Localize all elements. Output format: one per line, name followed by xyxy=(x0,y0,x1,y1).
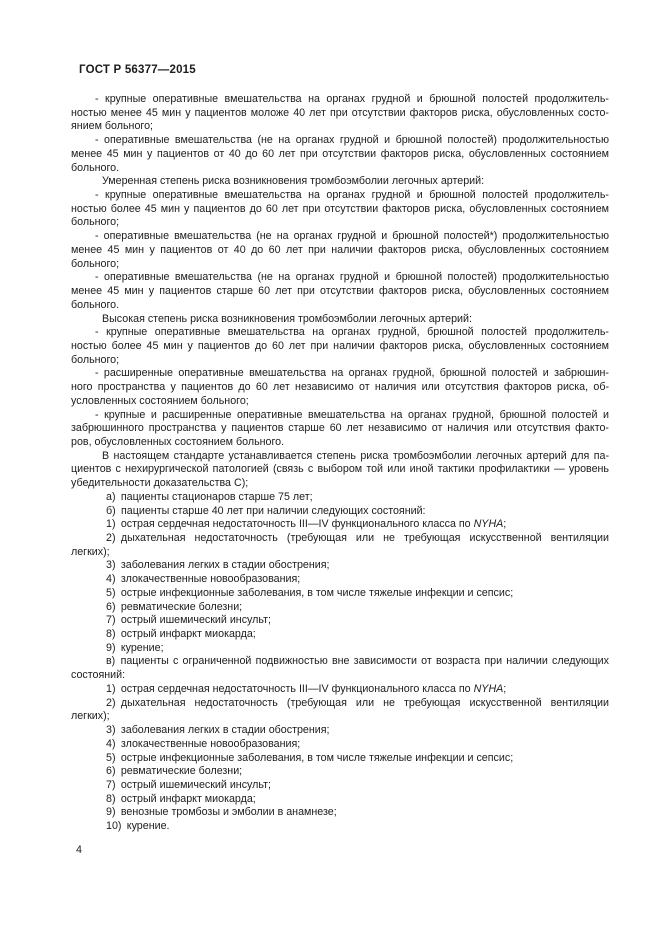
text-line: 5) острые инфекционные заболевания, в том числе тяжелые инфекции и сепсис; xyxy=(106,586,514,599)
text-line: менее 45 мин у пациентов от 40 до 60 лет при наличии факторов риска, обусловленных состоянием xyxy=(71,243,609,256)
text-line: ров, обусловленных состоянием больного. xyxy=(71,435,285,448)
text-line: - крупные оперативные вмешательства на органах грудной и брюшной полостей продолжитель- xyxy=(95,189,609,202)
text-line: 1) острая сердечная недостаточность III—IV функционального класса по NYHA; xyxy=(106,682,507,695)
text-line: 3) заболевания легких в стадии обострения; xyxy=(106,559,330,572)
document-body xyxy=(71,93,609,834)
text-line: 4) злокачественные новообразования; xyxy=(106,737,301,750)
text-line: 8) острый инфаркт миокарда; xyxy=(106,792,256,805)
text-line: ного пространства у пациентов до 60 лет независимо от наличия или отсутствия факторов риска, об- xyxy=(71,381,609,394)
text-line: 3) заболевания легких в стадии обострения; xyxy=(106,724,330,737)
text-line: убедительности доказательства С); xyxy=(71,477,249,490)
text-line: - оперативные вмешательства (не на органах грудной и брюшной полостей) продолжительностью xyxy=(95,271,609,284)
text-line: янием больного; xyxy=(71,120,153,133)
text-line: - крупные оперативные вмешательства на органах грудной и брюшной полостей продолжитель- xyxy=(95,93,609,105)
text-line: 6) ревматические болезни; xyxy=(106,765,243,778)
text-line: больного; xyxy=(71,257,120,270)
text-line: Высокая степень риска возникновения тромбоэмболии легочных артерий: xyxy=(102,312,472,325)
text-line: Умеренная степень риска возникновения тромбоэмболии легочных артерий: xyxy=(102,175,485,188)
text-line: состояний: xyxy=(71,669,126,682)
text-line: - крупные оперативные вмешательства на органах грудной, брюшной полостей продолжитель- xyxy=(95,326,609,339)
text-line: больного. xyxy=(71,298,120,311)
text-line: - оперативные вмешательства (не на органах грудной и брюшной полостей*) продолжительностью xyxy=(95,230,609,243)
text-line: ностью более 45 мин у пациентов до 60 лет при наличии факторов риска, обусловленных состоянием xyxy=(71,339,609,352)
text-line: легких); xyxy=(71,545,110,558)
text-line: 8) острый инфаркт миокарда; xyxy=(106,628,256,641)
text-line: 6) ревматические болезни; xyxy=(106,600,243,613)
text-line: 2) дыхательная недостаточность (требующая или не требующая искусственной вентиляции xyxy=(106,696,609,709)
document-header: ГОСТ Р 56377—2015 xyxy=(79,64,196,76)
text-line: забрюшинного пространства у пациентов старше 60 лет независимо от наличия или отсутствия факто- xyxy=(71,422,609,435)
text-line: больного. xyxy=(71,161,120,174)
text-line: б) пациенты старше 40 лет при наличии следующих состояний: xyxy=(106,504,426,517)
text-line: 7) острый ишемический инсульт; xyxy=(106,614,271,627)
text-line: 5) острые инфекционные заболевания, в том числе тяжелые инфекции и сепсис; xyxy=(106,751,514,764)
text-line: в) пациенты с ограниченной подвижностью вне зависимости от возраста при наличии следующих xyxy=(106,655,609,668)
text-line: 9) курение; xyxy=(106,641,164,654)
text-line: 1) острая сердечная недостаточность III—IV функционального класса по NYHA; xyxy=(106,518,507,531)
text-line: - расширенные оперативные вмешательства на органах грудной, брюшной полостей и забрюшин- xyxy=(95,367,609,380)
text-line: 7) острый ишемический инсульт; xyxy=(106,778,271,791)
text-line: 9) венозные тромбозы и эмболии в анамнезе; xyxy=(106,806,337,819)
text-line: В настоящем стандарте устанавливается степень риска тромбоэмболии легочных артерий для па- xyxy=(102,449,609,462)
page-number: 4 xyxy=(76,844,82,856)
text-line: а) пациенты стационаров старше 75 лет; xyxy=(106,490,313,503)
text-line: условленных состоянием больного; xyxy=(71,394,249,407)
text-line: ностью менее 45 мин у пациентов моложе 40 лет при отсутствии факторов риска, обусловленных состо- xyxy=(71,106,609,119)
text-line: легких); xyxy=(71,710,110,723)
text-line: 10) курение. xyxy=(106,820,170,833)
text-line: менее 45 мин у пациентов старше 60 лет при отсутствии факторов риска, обусловленных состоянием xyxy=(71,285,609,298)
text-line: циентов с нехирургической патологией (связь с выбором той или иной тактики профилактики — уровень xyxy=(71,463,609,476)
text-line: - оперативные вмешательства (не на органах грудной и брюшной полостей) продолжительностью xyxy=(95,134,609,147)
text-line: 2) дыхательная недостаточность (требующая или не требующая искусственной вентиляции xyxy=(106,532,609,544)
text-line: ностью более 45 мин у пациентов до 60 лет при отсутствии факторов риска, обусловленных состоянием xyxy=(71,202,609,215)
text-line: менее 45 мин у пациентов от 40 до 60 лет при отсутствии факторов риска, обусловленных состоянием xyxy=(71,147,609,160)
text-line: больного; xyxy=(71,216,120,229)
text-line: - крупные и расширенные оперативные вмешательства на органах грудной, брюшной полостей и xyxy=(95,408,609,421)
text-line: 4) злокачественные новообразования; xyxy=(106,573,301,586)
text-line: больного; xyxy=(71,353,120,366)
